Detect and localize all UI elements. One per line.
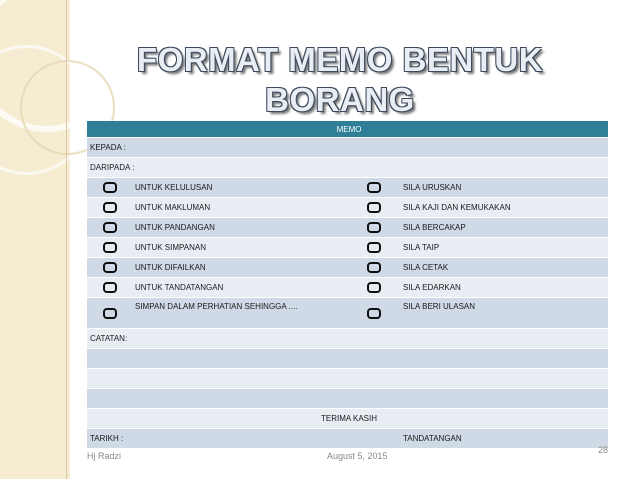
option-label: SILA EDARKAN (400, 278, 608, 298)
tarikh-label: TARIKH : (87, 429, 400, 449)
option-label: SILA URUSKAN (400, 178, 608, 198)
kepada-label: KEPADA : (87, 138, 608, 158)
catatan-field[interactable] (87, 369, 608, 389)
checkbox-untuk-pandangan[interactable] (103, 222, 117, 233)
option-row (87, 278, 608, 298)
option-label: SIMPAN DALAM PERHATIAN SEHINGGA .... (132, 298, 347, 329)
decorative-divider (66, 0, 67, 479)
catatan-field[interactable] (87, 389, 608, 409)
checkbox-untuk-difailkan[interactable] (103, 262, 117, 273)
option-label: UNTUK KELULUSAN (132, 178, 347, 198)
option-label: SILA TAIP (400, 238, 608, 258)
slide-title (100, 40, 580, 120)
option-row (87, 218, 608, 238)
checkbox-untuk-kelulusan[interactable] (103, 182, 117, 193)
checkbox-sila-kaji-dan-kemukakan[interactable] (367, 202, 381, 213)
catatan-blank-row[interactable] (87, 369, 608, 389)
terima-kasih-row (87, 409, 608, 429)
option-row (87, 178, 608, 198)
memo-header-row (87, 121, 608, 138)
option-label: UNTUK SIMPANAN (132, 238, 347, 258)
tandatangan-label: TANDATANGAN (400, 429, 608, 449)
checkbox-untuk-simpanan[interactable] (103, 242, 117, 253)
checkbox-sila-taip[interactable] (367, 242, 381, 253)
checkbox-sila-edarkan[interactable] (367, 282, 381, 293)
checkbox-sila-cetak[interactable] (367, 262, 381, 273)
option-label: SILA KAJI DAN KEMUKAKAN (400, 198, 608, 218)
option-label: UNTUK PANDANGAN (132, 218, 347, 238)
checkbox-untuk-tandatangan[interactable] (103, 282, 117, 293)
title-line-2: BORANG (265, 81, 415, 118)
memo-header: MEMO (87, 121, 608, 138)
checkbox-sila-uruskan[interactable] (367, 182, 381, 193)
slide-number: 28 (598, 445, 609, 455)
option-row (87, 258, 608, 278)
catatan-label: CATATAN: (87, 329, 608, 349)
checkbox-simpan-dalam-perhatian[interactable] (103, 308, 117, 319)
option-label: SILA CETAK (400, 258, 608, 278)
catatan-field[interactable] (87, 349, 608, 369)
footer-date: August 5, 2015 (327, 451, 388, 461)
catatan-row (87, 329, 608, 349)
kepada-row (87, 138, 608, 158)
catatan-blank-row[interactable] (87, 389, 608, 409)
option-label: UNTUK TANDATANGAN (132, 278, 347, 298)
option-row (87, 298, 608, 329)
daripada-row (87, 158, 608, 178)
option-row (87, 198, 608, 218)
option-label: UNTUK DIFAILKAN (132, 258, 347, 278)
option-label: UNTUK MAKLUMAN (132, 198, 347, 218)
catatan-blank-row[interactable] (87, 349, 608, 369)
footer-author: Hj Radzi (87, 451, 122, 461)
title-line-1: FORMAT MEMO BENTUK (136, 41, 544, 78)
memo-form-table (87, 121, 608, 449)
terima-kasih-text: TERIMA KASIH (87, 409, 608, 429)
option-row (87, 238, 608, 258)
option-label: SILA BERI ULASAN (400, 298, 608, 329)
option-label: SILA BERCAKAP (400, 218, 608, 238)
checkbox-sila-bercakap[interactable] (367, 222, 381, 233)
checkbox-sila-beri-ulasan[interactable] (367, 308, 381, 319)
daripada-label: DARIPADA : (87, 158, 608, 178)
checkbox-untuk-makluman[interactable] (103, 202, 117, 213)
signature-row (87, 429, 608, 449)
